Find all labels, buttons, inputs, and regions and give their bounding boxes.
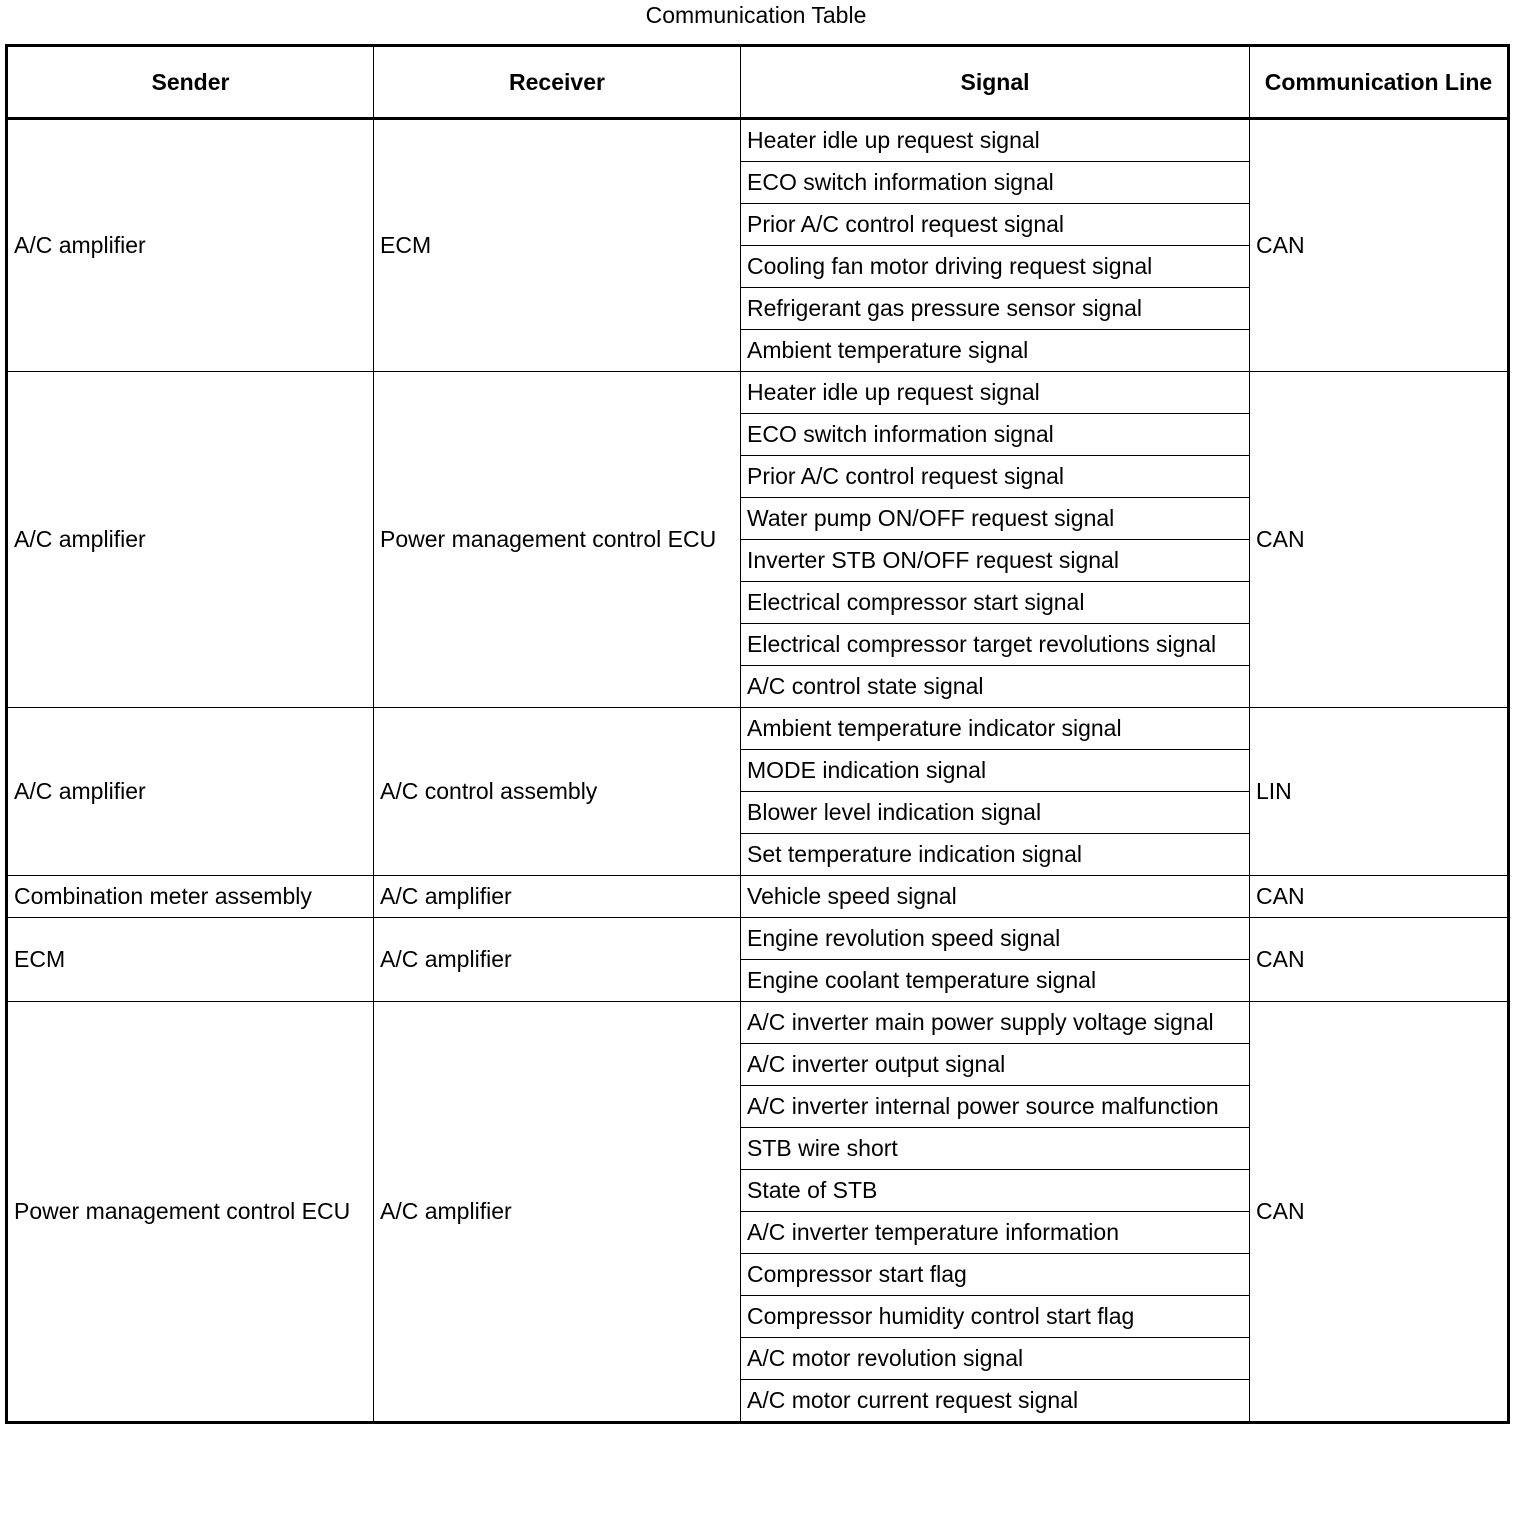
header-communication-line: Communication Line	[1250, 46, 1509, 119]
sender-cell: A/C amplifier	[7, 708, 374, 876]
signal-cell: Blower level indication signal	[741, 792, 1250, 834]
communication-table	[5, 44, 1510, 1424]
sender-cell: ECM	[7, 918, 374, 1002]
signal-cell: A/C control state signal	[741, 666, 1250, 708]
communication-line-cell: CAN	[1250, 918, 1509, 1002]
receiver-cell: ECM	[374, 119, 741, 372]
receiver-cell: Power management control ECU	[374, 372, 741, 708]
sender-cell: A/C amplifier	[7, 372, 374, 708]
table-row	[7, 876, 1509, 918]
header-sender: Sender	[7, 46, 374, 119]
signal-cell: A/C motor current request signal	[741, 1380, 1250, 1423]
signal-cell: Cooling fan motor driving request signal	[741, 246, 1250, 288]
signal-cell: MODE indication signal	[741, 750, 1250, 792]
signal-cell: Prior A/C control request signal	[741, 456, 1250, 498]
sender-cell: A/C amplifier	[7, 119, 374, 372]
signal-cell: Set temperature indication signal	[741, 834, 1250, 876]
header-receiver: Receiver	[374, 46, 741, 119]
signal-cell: ECO switch information signal	[741, 162, 1250, 204]
signal-cell: Water pump ON/OFF request signal	[741, 498, 1250, 540]
header-row	[7, 46, 1509, 119]
signal-cell: A/C inverter internal power source malfunction	[741, 1086, 1250, 1128]
signal-cell: Electrical compressor target revolutions signal	[741, 624, 1250, 666]
signal-cell: Ambient temperature signal	[741, 330, 1250, 372]
sender-cell: Power management control ECU	[7, 1002, 374, 1423]
signal-cell: STB wire short	[741, 1128, 1250, 1170]
communication-line-cell: LIN	[1250, 708, 1509, 876]
table-row	[7, 708, 1509, 750]
receiver-cell: A/C amplifier	[374, 1002, 741, 1423]
signal-cell: Heater idle up request signal	[741, 372, 1250, 414]
receiver-cell: A/C amplifier	[374, 918, 741, 1002]
header-signal: Signal	[741, 46, 1250, 119]
signal-cell: Electrical compressor start signal	[741, 582, 1250, 624]
signal-cell: Engine coolant temperature signal	[741, 960, 1250, 1002]
table-body	[7, 119, 1509, 1423]
signal-cell: A/C inverter temperature information	[741, 1212, 1250, 1254]
table-row	[7, 372, 1509, 414]
communication-line-cell: CAN	[1250, 876, 1509, 918]
receiver-cell: A/C control assembly	[374, 708, 741, 876]
table-row	[7, 1002, 1509, 1044]
sender-cell: Combination meter assembly	[7, 876, 374, 918]
communication-line-cell: CAN	[1250, 372, 1509, 708]
table-row	[7, 918, 1509, 960]
signal-cell: Compressor humidity control start flag	[741, 1296, 1250, 1338]
signal-cell: Heater idle up request signal	[741, 119, 1250, 162]
signal-cell: Compressor start flag	[741, 1254, 1250, 1296]
signal-cell: Ambient temperature indicator signal	[741, 708, 1250, 750]
signal-cell: Engine revolution speed signal	[741, 918, 1250, 960]
receiver-cell: A/C amplifier	[374, 876, 741, 918]
signal-cell: Inverter STB ON/OFF request signal	[741, 540, 1250, 582]
signal-cell: State of STB	[741, 1170, 1250, 1212]
communication-line-cell: CAN	[1250, 119, 1509, 372]
table-row	[7, 119, 1509, 162]
signal-cell: Vehicle speed signal	[741, 876, 1250, 918]
signal-cell: A/C motor revolution signal	[741, 1338, 1250, 1380]
signal-cell: A/C inverter main power supply voltage signal	[741, 1002, 1250, 1044]
signal-cell: Prior A/C control request signal	[741, 204, 1250, 246]
table-caption: Communication Table	[645, 2, 867, 28]
signal-cell: ECO switch information signal	[741, 414, 1250, 456]
signal-cell: A/C inverter output signal	[741, 1044, 1250, 1086]
signal-cell: Refrigerant gas pressure sensor signal	[741, 288, 1250, 330]
communication-line-cell: CAN	[1250, 1002, 1509, 1423]
